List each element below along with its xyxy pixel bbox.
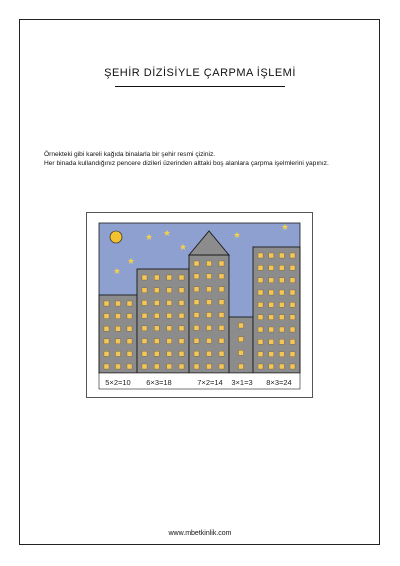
window	[179, 300, 184, 305]
window	[279, 278, 284, 283]
window	[219, 274, 224, 279]
window	[104, 314, 109, 319]
window	[116, 339, 121, 344]
window	[179, 351, 184, 356]
window	[290, 339, 295, 344]
window	[258, 253, 263, 258]
instructions	[44, 151, 374, 169]
window	[279, 327, 284, 332]
window	[194, 338, 199, 343]
window	[194, 261, 199, 266]
window	[207, 325, 212, 330]
window	[219, 325, 224, 330]
window	[179, 313, 184, 318]
building-body	[137, 269, 189, 373]
window	[269, 302, 274, 307]
window	[142, 339, 147, 344]
window	[269, 327, 274, 332]
window	[116, 351, 121, 356]
building-body	[99, 295, 137, 373]
window	[269, 265, 274, 270]
window	[194, 274, 199, 279]
window	[207, 364, 212, 369]
window	[290, 315, 295, 320]
window	[269, 278, 274, 283]
window	[154, 313, 159, 318]
window	[127, 326, 132, 331]
window	[290, 352, 295, 357]
window	[154, 339, 159, 344]
window	[167, 288, 172, 293]
window	[116, 314, 121, 319]
window	[219, 287, 224, 292]
window	[142, 275, 147, 280]
window	[269, 315, 274, 320]
window	[258, 302, 263, 307]
window	[194, 351, 199, 356]
page-title: ŞEHİR DİZİSİYLE ÇARPMA İŞLEMİ	[104, 67, 296, 79]
window	[207, 274, 212, 279]
window	[279, 339, 284, 344]
window	[179, 288, 184, 293]
window	[194, 313, 199, 318]
window	[279, 364, 284, 369]
window	[142, 351, 147, 356]
window	[194, 287, 199, 292]
window	[142, 364, 147, 369]
window	[104, 351, 109, 356]
window	[269, 339, 274, 344]
window	[116, 326, 121, 331]
building	[137, 269, 189, 373]
window	[258, 364, 263, 369]
window	[207, 261, 212, 266]
window	[104, 301, 109, 306]
window	[258, 327, 263, 332]
moon-icon	[110, 231, 122, 243]
window	[219, 261, 224, 266]
equation-5: 8×3=24	[266, 378, 292, 387]
window	[194, 300, 199, 305]
window	[290, 265, 295, 270]
window	[290, 290, 295, 295]
window	[269, 364, 274, 369]
window	[207, 338, 212, 343]
window	[127, 364, 132, 369]
window	[127, 339, 132, 344]
window	[239, 364, 244, 369]
window	[207, 300, 212, 305]
window	[269, 253, 274, 258]
window	[142, 288, 147, 293]
window	[179, 339, 184, 344]
window	[219, 364, 224, 369]
window	[258, 265, 263, 270]
window	[154, 351, 159, 356]
window	[290, 327, 295, 332]
equation-1: 5×2=10	[105, 378, 131, 387]
window	[167, 275, 172, 280]
window	[167, 339, 172, 344]
window	[269, 290, 274, 295]
window	[179, 364, 184, 369]
window	[207, 351, 212, 356]
window	[104, 364, 109, 369]
window	[219, 300, 224, 305]
window	[279, 315, 284, 320]
window	[127, 301, 132, 306]
window	[279, 352, 284, 357]
equation-2: 6×3=18	[146, 378, 172, 387]
instruction-line-2: Her binada kullandığınız pencere dizileri üzerinden alttaki boş alanlara çarpma işelmlerini yapınız.	[44, 159, 329, 167]
window	[269, 352, 274, 357]
window	[219, 351, 224, 356]
window	[167, 326, 172, 331]
window	[290, 278, 295, 283]
window	[167, 351, 172, 356]
window	[279, 290, 284, 295]
equation-3: 7×2=14	[197, 378, 223, 387]
window	[167, 300, 172, 305]
window	[207, 313, 212, 318]
title-underline	[115, 86, 285, 87]
window	[194, 325, 199, 330]
window	[116, 364, 121, 369]
window	[179, 326, 184, 331]
window	[239, 323, 244, 328]
window	[290, 253, 295, 258]
window	[127, 351, 132, 356]
window	[219, 313, 224, 318]
window	[258, 352, 263, 357]
city-drawing	[87, 213, 312, 397]
window	[154, 288, 159, 293]
window	[258, 290, 263, 295]
window	[258, 339, 263, 344]
instruction-line-1: Örnekteki gibi kareli kağıda binalarla bir şehir resmi çiziniz.	[44, 151, 216, 158]
window	[127, 314, 132, 319]
window	[258, 315, 263, 320]
window	[116, 301, 121, 306]
building	[99, 295, 137, 373]
city-illustration	[86, 212, 313, 398]
window	[258, 278, 263, 283]
window	[142, 313, 147, 318]
window	[142, 300, 147, 305]
window	[279, 253, 284, 258]
window	[167, 364, 172, 369]
window	[179, 275, 184, 280]
window	[239, 350, 244, 355]
window	[194, 364, 199, 369]
window	[154, 300, 159, 305]
window	[154, 326, 159, 331]
window	[104, 326, 109, 331]
window	[207, 287, 212, 292]
window	[167, 313, 172, 318]
window	[290, 302, 295, 307]
window	[104, 339, 109, 344]
window	[279, 302, 284, 307]
window	[154, 275, 159, 280]
window	[154, 364, 159, 369]
building	[229, 317, 253, 373]
building	[253, 247, 300, 373]
equation-4: 3×1=3	[231, 378, 253, 387]
building	[189, 231, 229, 373]
window	[279, 265, 284, 270]
window	[142, 326, 147, 331]
footer-url: www.mbetkinlik.com	[168, 530, 232, 537]
window	[239, 337, 244, 342]
window	[290, 364, 295, 369]
window	[219, 338, 224, 343]
